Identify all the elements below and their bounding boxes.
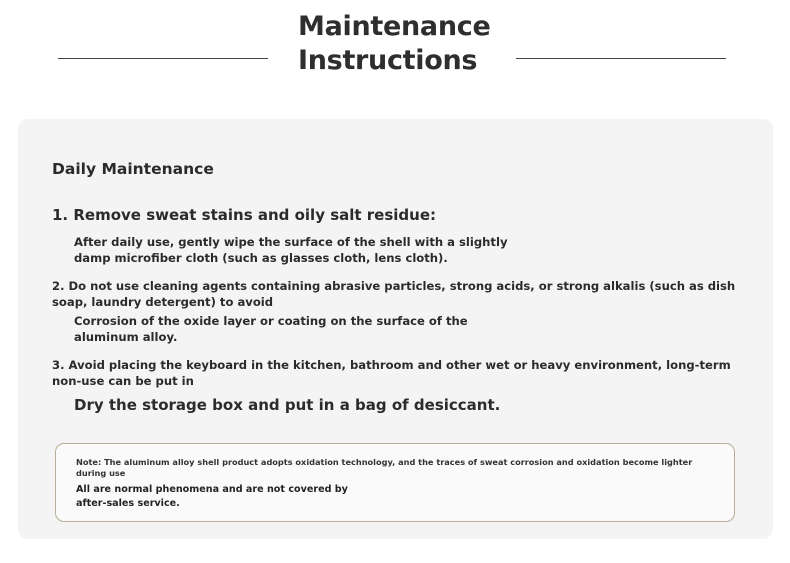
note-warranty-line-2: after-sales service. — [76, 498, 180, 509]
item-3-title-line-1: 3. Avoid placing the keyboard in the kitchen, bathroom and other wet or heavy environment, long-term — [52, 358, 731, 372]
title-divider-left — [58, 58, 268, 59]
section-heading: Daily Maintenance — [52, 160, 214, 178]
item-2-body-line-1: Corrosion of the oxide layer or coating on the surface of the — [74, 314, 468, 328]
item-1-body-line-1: After daily use, gently wipe the surface of the shell with a slightly — [74, 235, 508, 249]
item-3-title — [52, 357, 752, 389]
item-2-body-line-2: aluminum alloy. — [74, 330, 178, 344]
item-3-body: Dry the storage box and put in a bag of desiccant. — [74, 396, 501, 414]
item-2-title-line-2: soap, laundry detergent) to avoid — [52, 295, 274, 309]
page-title-line-1: Maintenance — [298, 11, 491, 42]
note-disclaimer-line-1: Note: The aluminum alloy shell product adopts oxidation technology, and the traces of sweat corrosion and oxidation become lighter — [76, 457, 693, 467]
note-disclaimer-line-2: during use — [76, 468, 126, 478]
item-2-title — [52, 278, 752, 310]
page-header — [0, 10, 790, 90]
item-1-title: 1. Remove sweat stains and oily salt residue: — [52, 206, 437, 224]
note-disclaimer — [76, 457, 726, 479]
item-1-body — [74, 234, 508, 266]
item-3-title-line-2: non-use can be put in — [52, 374, 194, 388]
page-title — [298, 10, 498, 78]
page-title-line-2: Instructions — [298, 45, 478, 76]
note-warranty — [76, 483, 376, 511]
note-box — [55, 443, 735, 522]
item-2-body — [74, 313, 468, 345]
item-2-title-line-1: 2. Do not use cleaning agents containing abrasive particles, strong acids, or strong alkalis (such as dish — [52, 279, 736, 293]
item-1-body-line-2: damp microfiber cloth (such as glasses cloth, lens cloth). — [74, 251, 448, 265]
note-warranty-line-1: All are normal phenomena and are not covered by — [76, 484, 348, 495]
title-divider-right — [516, 58, 726, 59]
